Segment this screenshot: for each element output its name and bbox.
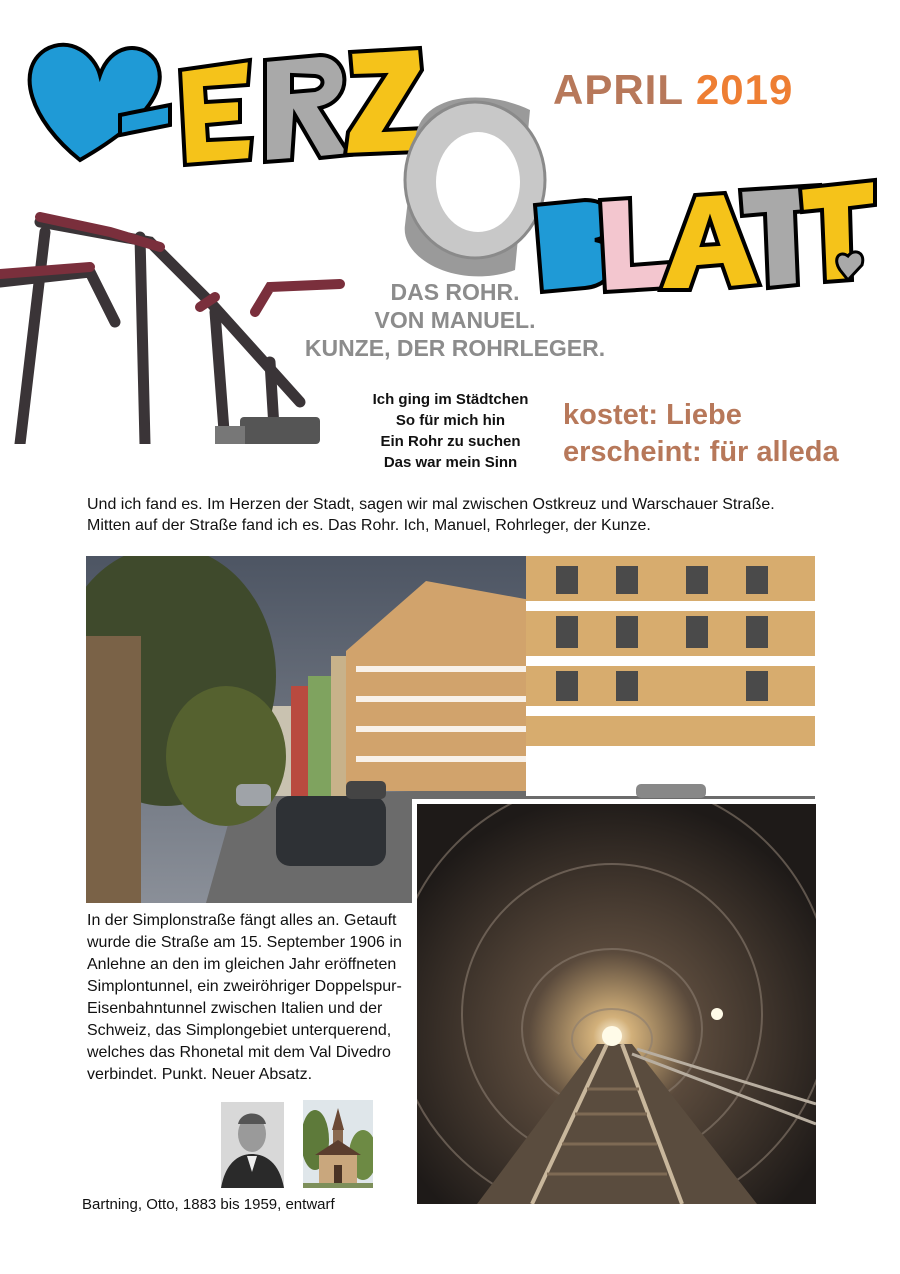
subtitle-line: DAS ROHR. xyxy=(390,279,520,305)
caption: Bartning, Otto, 1883 bis 1959, entwarf xyxy=(82,1196,335,1213)
poem-line: So für mich hin xyxy=(395,412,506,429)
issue-date xyxy=(553,66,793,114)
portrait-photo xyxy=(221,1102,284,1188)
heart-icon xyxy=(30,45,160,160)
intro-paragraph: Und ich fand es. Im Herzen der Stadt, sagen wir mal zwischen Ostkreuz und Warschauer Straße. Mitten auf der Straße fand ich es. Das Rohr. Ich, Manuel, Rohrleger, der Kunze. xyxy=(87,496,775,534)
pipe-icon xyxy=(405,98,545,277)
poem-line: Ich ging im Städtchen xyxy=(372,391,529,408)
poem xyxy=(348,389,553,473)
price-info xyxy=(563,397,839,471)
subtitle-line: KUNZE, DER ROHRLEGER. xyxy=(304,335,606,361)
tunnel-photo xyxy=(412,799,821,1209)
chapel-photo xyxy=(303,1100,373,1188)
body-paragraph: In der Simplonstraße fängt alles an. Getauft wurde die Straße am 15. September 1906 in Anlehne an den im gleichen Jahr eröffneten Simplontunnel, ein zweiröhriger Doppelspur-Eisenbahntunnel zwischen Italien und der Schweiz, das Simplongebiet unterquerend, welches das Rhonetal mit dem Val Divedro verbindet. Punkt. Neuer Absatz. xyxy=(87,912,402,1083)
price-line: kostet: Liebe xyxy=(563,399,742,431)
issue-month: APRIL xyxy=(553,66,684,113)
subtitle-line: VON MANUEL. xyxy=(374,307,536,333)
article-subtitle xyxy=(270,278,640,362)
poem-line: Ein Rohr zu suchen xyxy=(380,433,521,450)
issue-year: 2019 xyxy=(695,66,794,113)
publication-line: erscheint: für alleda xyxy=(563,436,839,468)
poem-line: Das war mein Sinn xyxy=(383,454,518,471)
